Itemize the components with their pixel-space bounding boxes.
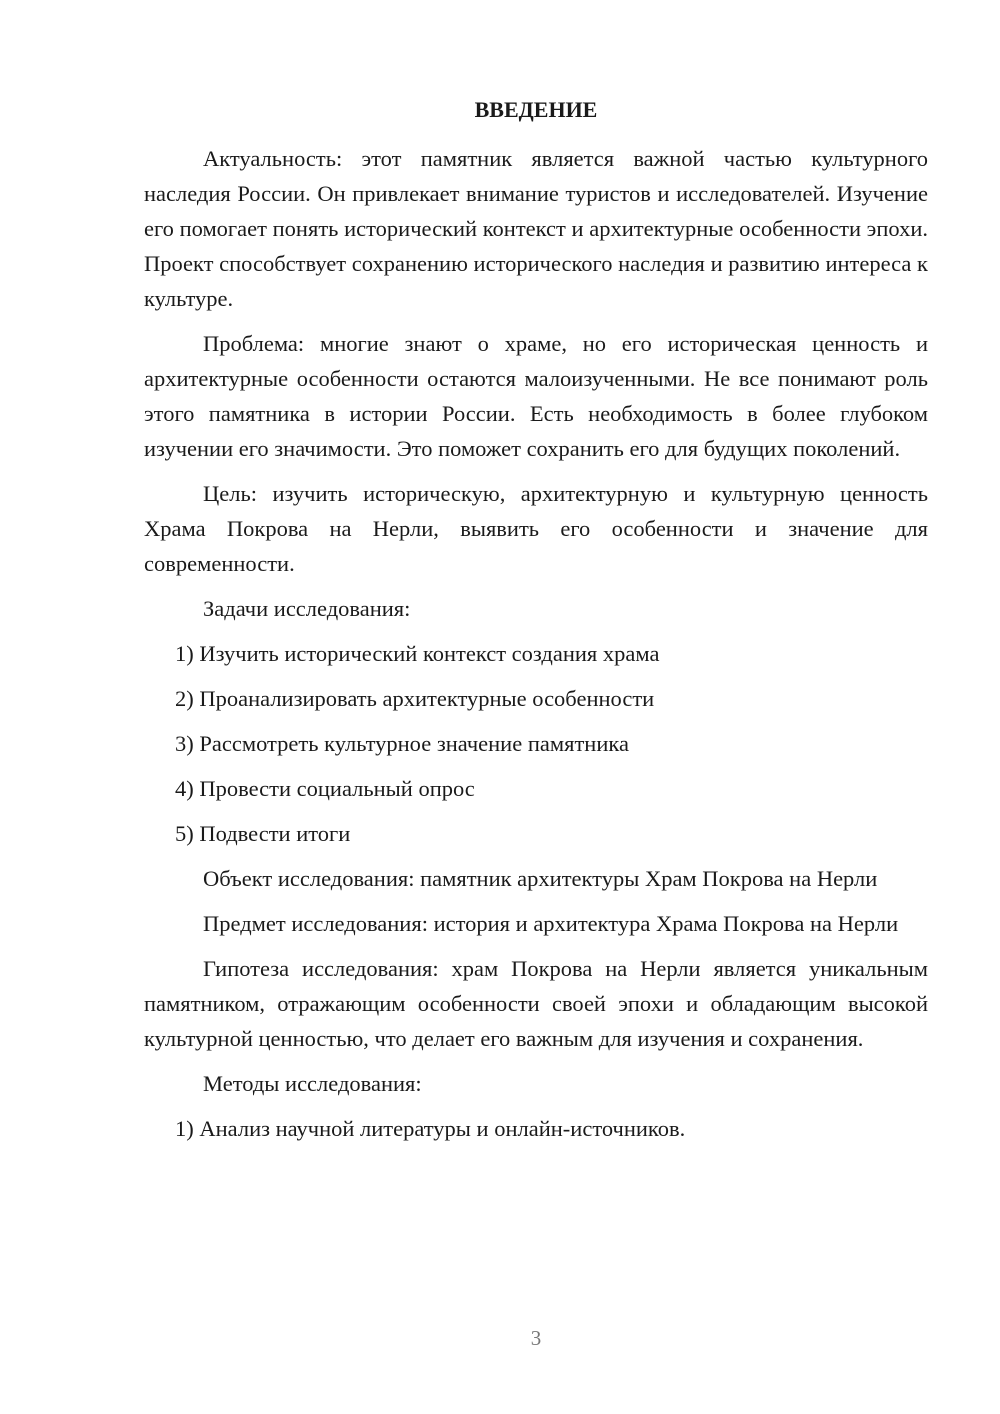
relevance-paragraph: Актуальность: этот памятник является важной частью культурного наследия России. Он привлекает внимание туристов и исследователей. Изучение его помогает понять исторический контекст и архитектурные особенности эпохи. Проект способствует сохранению исторического наследия и развитию интереса к культуре. — [144, 146, 928, 311]
methods-list — [144, 1111, 928, 1146]
problem-paragraph: Проблема: многие знают о храме, но его историческая ценность и архитектурные особенности остаются малоизученными. Не все понимают роль этого памятника в истории России. Есть необходимость в более глубоком изучении его значимости. Это поможет сохранить его для будущих поколений. — [144, 331, 928, 461]
list-item: 4) Провести социальный опрос — [175, 776, 475, 801]
tasks-heading: Задачи исследования: — [203, 596, 411, 621]
hypothesis-paragraph: Гипотеза исследования: храм Покрова на Нерли является уникальным памятником, отражающим особенности своей эпохи и обладающим высокой культурной ценностью, что делает его важным для изучения и сохранения. — [144, 956, 928, 1051]
goal-paragraph: Цель: изучить историческую, архитектурную и культурную ценность Храма Покрова на Нерли, выявить его особенности и значение для современности. — [144, 481, 928, 576]
list-item: 1) Изучить исторический контекст создания храма — [175, 641, 660, 666]
subject-paragraph: Предмет исследования: история и архитектура Храма Покрова на Нерли — [203, 911, 899, 936]
list-item: 3) Рассмотреть культурное значение памятника — [175, 731, 629, 756]
list-item: 1) Анализ научной литературы и онлайн-источников. — [175, 1116, 686, 1141]
tasks-list — [144, 636, 928, 851]
page-number: 3 — [530, 1326, 542, 1350]
list-item: 2) Проанализировать архитектурные особенности — [175, 686, 655, 711]
list-item: 5) Подвести итоги — [175, 821, 351, 846]
document-page — [144, 92, 928, 1156]
object-paragraph: Объект исследования: памятник архитектуры Храм Покрова на Нерли — [203, 866, 878, 891]
methods-heading: Методы исследования: — [203, 1071, 422, 1096]
page-title: ВВЕДЕНИЕ — [474, 97, 598, 122]
